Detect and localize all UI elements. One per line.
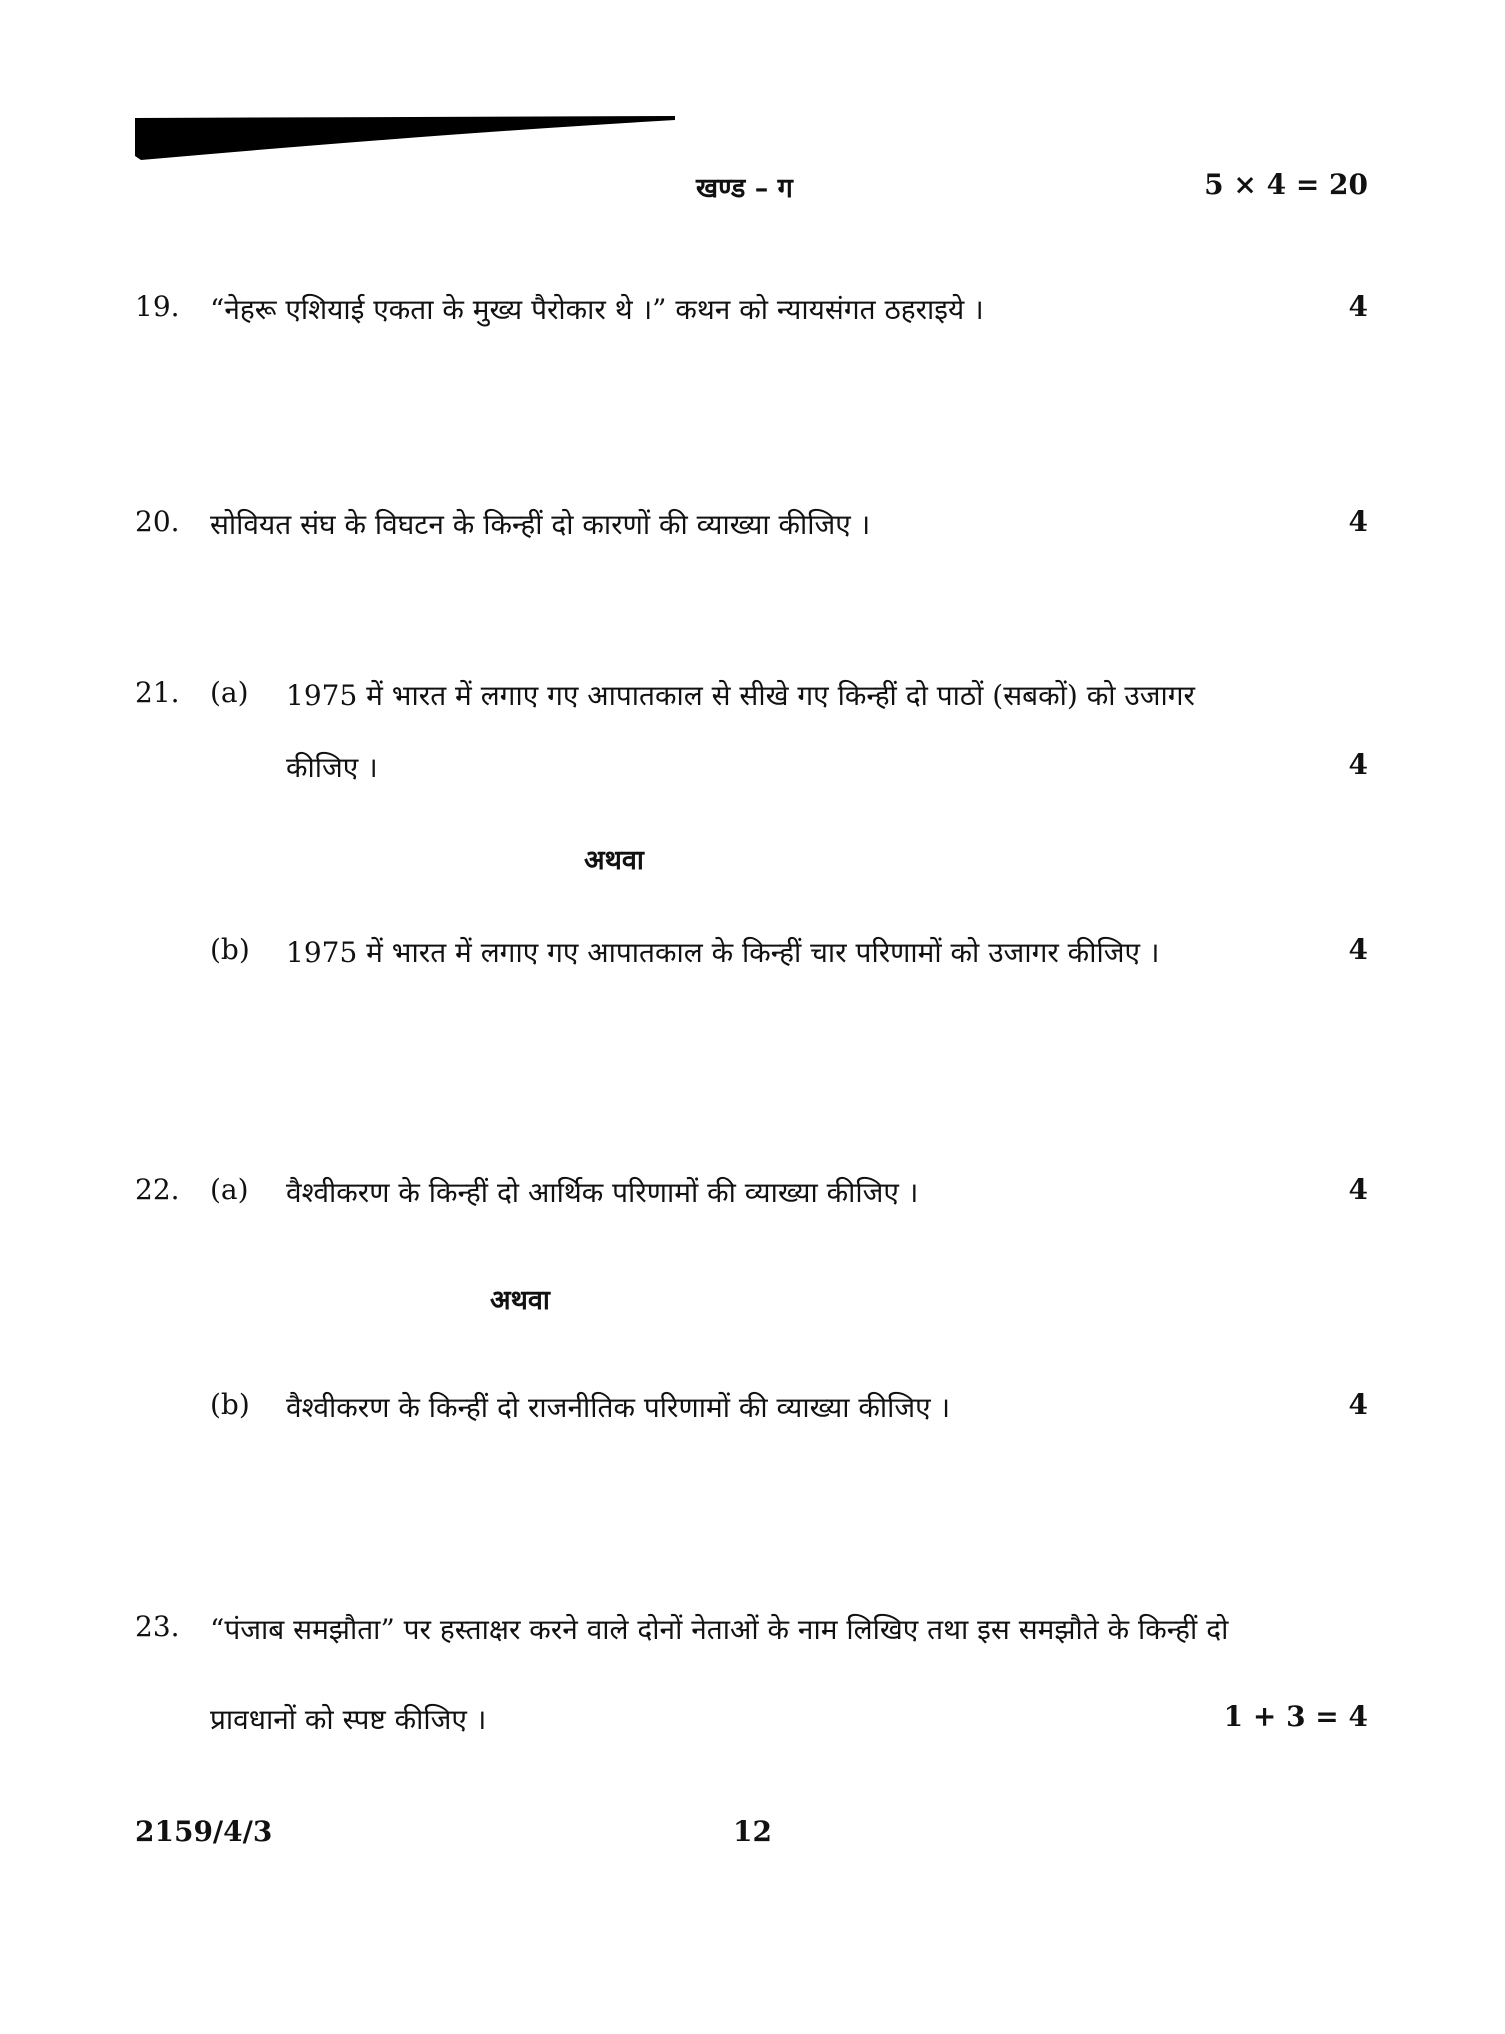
- option-text: वैश्वीकरण के किन्हीं दो आर्थिक परिणामों की व्याख्या कीजिए ।: [286, 1176, 919, 1209]
- option-text: वैश्वीकरण के किन्हीं दो राजनीतिक परिणामों की व्याख्या कीजिए ।: [286, 1391, 951, 1424]
- question-marks: 4: [1348, 1173, 1368, 1206]
- option-label: (a): [210, 676, 249, 709]
- question-text: “पंजाब समझौता” पर हस्ताक्षर करने वाले दोनों नेताओं के नाम लिखिए तथा इस समझौते के किन्हीं दो: [210, 1613, 1229, 1646]
- redaction-bar: [135, 116, 675, 160]
- question-number: 21.: [135, 676, 180, 709]
- option-text: 1975 में भारत में लगाए गए आपातकाल से सीखे गए किन्हीं दो पाठों (सबकों) को उजागर: [286, 679, 1195, 712]
- question-text: सोवियत संघ के विघटन के किन्हीं दो कारणों की व्याख्या कीजिए ।: [210, 508, 871, 541]
- option-text-continued: कीजिए ।: [286, 751, 378, 784]
- paper-code: 2159/4/3: [135, 1815, 273, 1848]
- section-title: खण्ड – ग: [696, 173, 793, 204]
- question-number: 23.: [135, 1610, 180, 1643]
- question-number: 19.: [135, 290, 180, 323]
- question-text-continued: प्रावधानों को स्पष्ट कीजिए ।: [210, 1703, 487, 1736]
- question-marks: 4: [1348, 505, 1368, 538]
- section-marks: 5 × 4 = 20: [1204, 168, 1368, 201]
- or-divider: अथवा: [490, 1285, 550, 1316]
- question-text: “नेहरू एशियाई एकता के मुख्य पैरोकार थे ।” कथन को न्यायसंगत ठहराइये ।: [210, 293, 984, 326]
- question-number: 22.: [135, 1173, 180, 1206]
- page-number: 12: [733, 1815, 772, 1848]
- option-label: (b): [210, 933, 250, 966]
- question-marks: 4: [1348, 290, 1368, 323]
- option-label: (b): [210, 1388, 250, 1421]
- option-text: 1975 में भारत में लगाए गए आपातकाल के किन्हीं चार परिणामों को उजागर कीजिए ।: [286, 936, 1160, 969]
- question-marks: 4: [1348, 1388, 1368, 1421]
- question-marks: 4: [1348, 933, 1368, 966]
- option-label: (a): [210, 1173, 249, 1206]
- question-number: 20.: [135, 505, 180, 538]
- question-marks: 1 + 3 = 4: [1223, 1700, 1368, 1733]
- question-marks: 4: [1348, 748, 1368, 781]
- or-divider: अथवा: [584, 845, 644, 876]
